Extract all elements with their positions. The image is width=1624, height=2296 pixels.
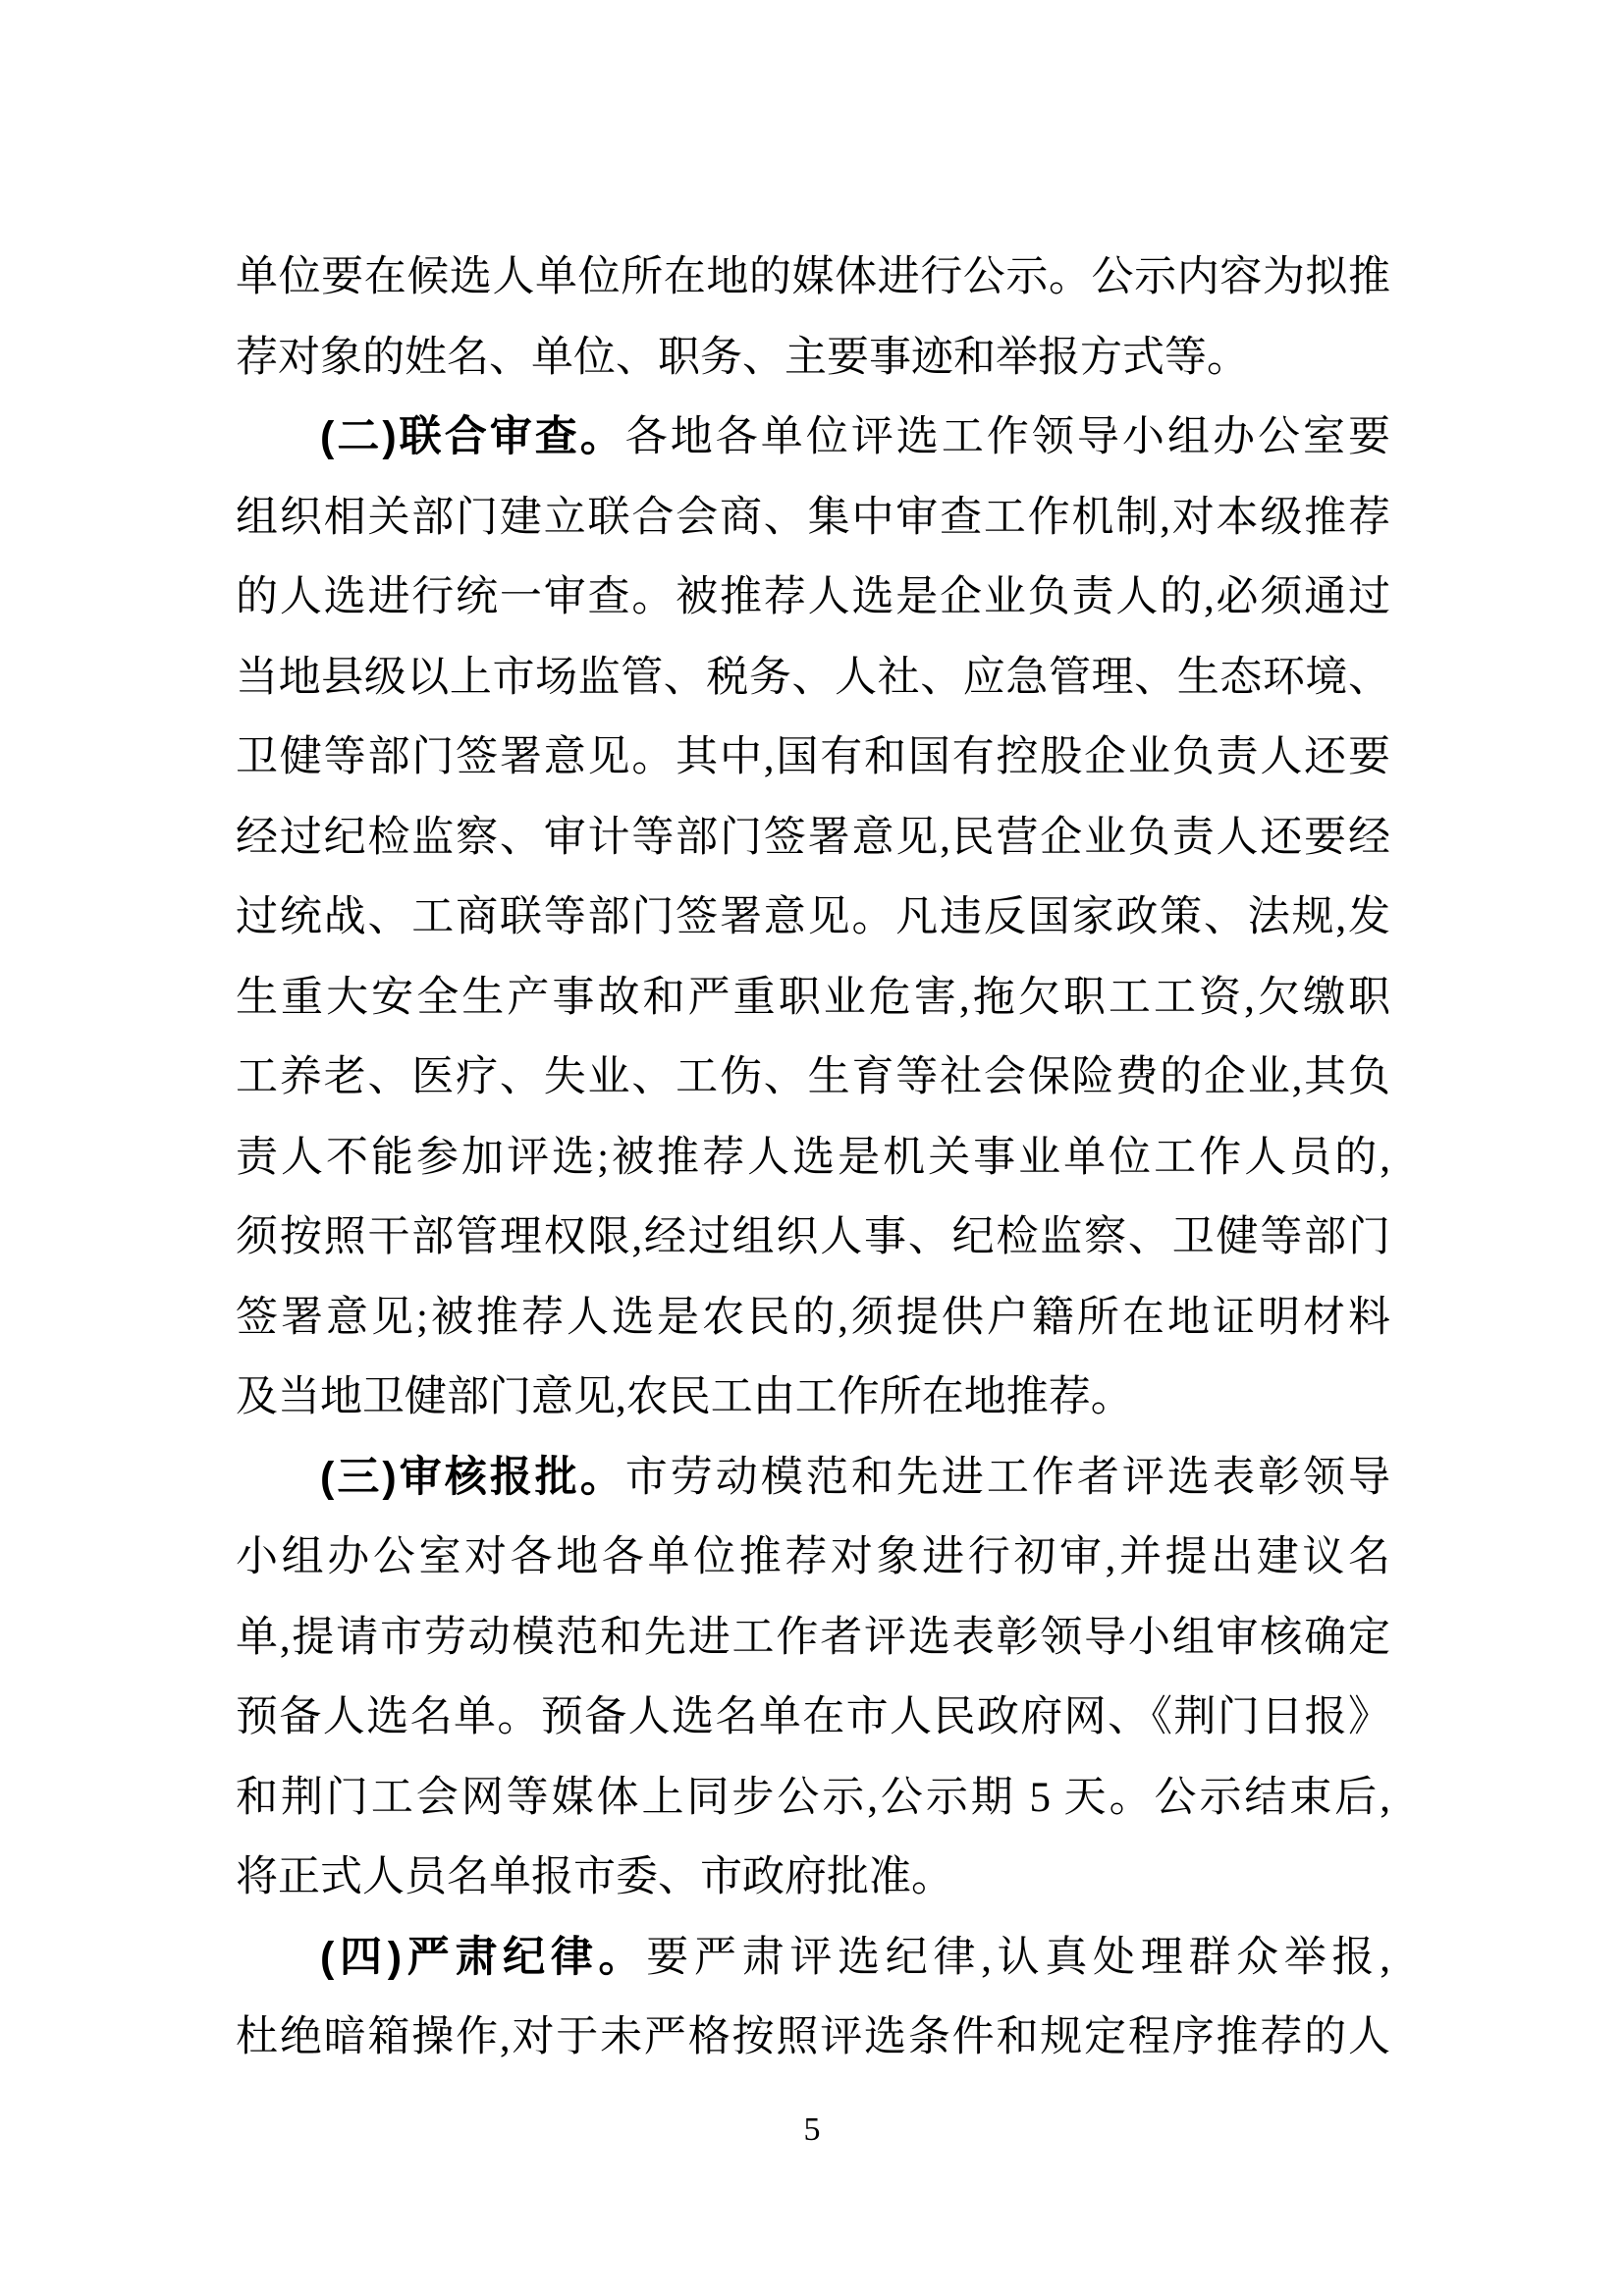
text-line: [236, 878, 1390, 958]
line-text: 当地县级以上市场监管、税务、人社、应急管理、生态环境、: [236, 654, 1390, 701]
page-number: 5: [803, 2111, 821, 2148]
line-text: 预备人选名单。预备人选名单在市人民政府网、《荆门日报》: [236, 1694, 1390, 1740]
text-line: [236, 718, 1390, 798]
line-text: 须按照干部管理权限,经过组织人事、纪检监察、卫健等部门: [236, 1214, 1390, 1260]
line-text: 和荆门工会网等媒体上同步公示,公示期 5 天。公示结束后,: [236, 1774, 1390, 1821]
text-line: [236, 238, 1390, 318]
line-text: 组织相关部门建立联合会商、集中审查工作机制,对本级推荐: [236, 494, 1390, 541]
line-text: 的人选进行统一审查。被推荐人选是企业负责人的,必须通过: [236, 574, 1390, 620]
text-line: [236, 1838, 1390, 1918]
line-text: 生重大安全生产事故和严重职业危害,拖欠职工工资,欠缴职: [236, 974, 1390, 1021]
text-line: [236, 958, 1390, 1039]
line-text: 单,提请市劳动模范和先进工作者评选表彰领导小组审核确定: [236, 1614, 1390, 1661]
section-heading-3: (三)审核报批。: [320, 1453, 625, 1501]
text-line: [236, 398, 1390, 478]
line-text: 经过纪检监察、审计等部门签署意见,民营企业负责人还要经: [236, 814, 1390, 861]
text-line: [236, 1918, 1390, 1999]
text-line: [236, 1038, 1390, 1118]
text-line: [236, 1758, 1390, 1839]
line-text: 卫健等部门签署意见。其中,国有和国有控股企业负责人还要: [236, 734, 1390, 780]
text-line: [236, 478, 1390, 559]
line-text: 将正式人员名单报市委、市政府批准。: [236, 1854, 953, 1900]
line-text: 要严肃评选纪律,认真处理群众举报,: [646, 1934, 1391, 1981]
text-line: [236, 318, 1390, 399]
text-line: [236, 638, 1390, 719]
line-text: 单位要在候选人单位所在地的媒体进行公示。公示内容为拟推: [236, 254, 1390, 300]
text-line: [236, 558, 1390, 638]
text-line: [236, 1278, 1390, 1359]
text-line: [236, 798, 1390, 879]
text-line: [236, 1518, 1390, 1598]
text-line: [236, 1438, 1390, 1519]
line-text: 小组办公室对各地各单位推荐对象进行初审,并提出建议名: [236, 1534, 1390, 1580]
text-line: [236, 1358, 1390, 1438]
text-line: [236, 1678, 1390, 1758]
line-text: 责人不能参加评选;被推荐人选是机关事业单位工作人员的,: [236, 1134, 1390, 1181]
line-text: 过统战、工商联等部门签署意见。凡违反国家政策、法规,发: [236, 894, 1390, 940]
document-body: [236, 238, 1390, 2078]
line-text: 杜绝暗箱操作,对于未严格按照评选条件和规定程序推荐的人: [236, 2014, 1390, 2060]
line-text: 签署意见;被推荐人选是农民的,须提供户籍所在地证明材料: [236, 1294, 1390, 1341]
line-text: 各地各单位评选工作领导小组办公室要: [624, 414, 1391, 460]
section-heading-4: (四)严肃纪律。: [320, 1933, 647, 1981]
text-line: [236, 1118, 1390, 1199]
text-line: [236, 1198, 1390, 1278]
text-line: [236, 1998, 1390, 2078]
line-text: 荐对象的姓名、单位、职务、主要事迹和举报方式等。: [236, 334, 1249, 381]
line-text: 市劳动模范和先进工作者评选表彰领导: [624, 1454, 1391, 1501]
text-line: [236, 1598, 1390, 1679]
line-text: 工养老、医疗、失业、工伤、生育等社会保险费的企业,其负: [236, 1054, 1390, 1100]
section-heading-2: (二)联合审查。: [320, 413, 625, 460]
line-text: 及当地卫健部门意见,农民工由工作所在地推荐。: [236, 1374, 1133, 1420]
